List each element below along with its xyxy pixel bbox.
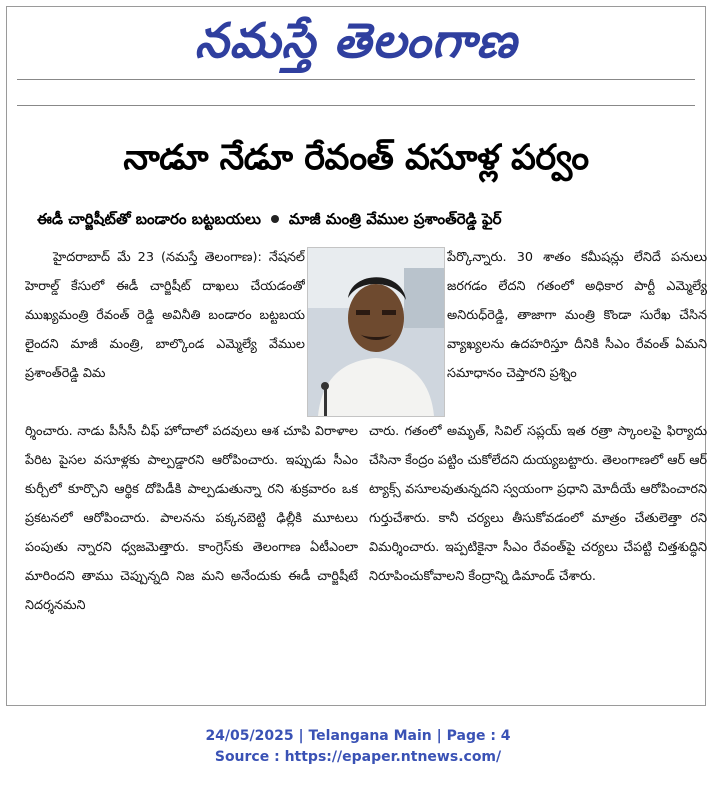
newspaper-clipping [6,6,706,706]
newspaper-masthead: నమస్తే తెలంగాణ [194,13,518,69]
article-column-left-bottom [25,417,358,699]
person-photo-icon [308,248,444,416]
headline-top-divider [17,105,695,106]
article-column-right-bottom [369,417,707,699]
article-subhead [37,205,695,233]
article-column-left-top [25,243,305,418]
bullet-icon [271,215,279,223]
subhead-left: ఈడీ చార్జిషీట్‌తో బండారం బట్టబయలు [37,210,261,228]
masthead-divider [17,79,695,80]
article-paragraph: పేర్కొన్నారు. 30 శాతం కమీషన్లు లేనిదే పనులు జరగడం లేదని గతంలో అధికార పార్టీ ఎమ్మెల్యే అనిరుధ్‌రెడ్డి, తాజాగా మంత్రి కొండా సురేఖ చేసిన వ్యాఖ్యలను ఉదహరిస్తూ దీనికి సీఎం రేవంత్ ఏమని సమాధానం చెప్తారని ప్రశ్నిం [447,250,707,381]
subhead-right: మాజీ మంత్రి వేముల ప్రశాంత్‌రెడ్డి ఫైర్ [288,210,502,228]
footer-date-edition: 24/05/2025 | Telangana Main | Page : 4 [205,728,511,744]
footer-source: Source : https://epaper.ntnews.com/ [214,749,502,765]
article-paragraph: చారు. గతంలో అమృత్, సివిల్ సప్లయ్ ఇత రత్రా స్కాంలపై ఫిర్యాదు చేసినా కేంద్రం పట్టిం చుకోలేదని దుయ్యబట్టారు. తెలంగాణలో ఆర్ ఆర్ ట్యాక్స్ వసూలవుతున్నదని స్వయంగా ప్రధాని మోదీయే ఆరోపించారని గుర్తుచేశారు. కానీ చర్యలు తీసుకోవడంలో మాత్రం చేతులెత్తా రని విమర్శించారు. ఇప్పటికైనా సీఎం రేవంత్‌పై చర్యలు చేపట్టి చిత్తశుద్ధిని నిరూపించుకోవాలని కేంద్రాన్ని డిమాండ్ చేశారు. [369,424,707,584]
article-paragraph: ర్శించారు. నాడు పీసీసీ చీఫ్ హోదాలో పదవులు ఆశ చూపి విరాళాల పేరిట పైసల వసూళ్లకు పాల్పడ్డారని ఆరోపించారు. ఇప్పుడు సీఎం కుర్చీలో కూర్చొని ఆర్థిక దోపిడీకి పాల్పడుతున్నా రని శుక్రవారం ఒక ప్రకటనలో ఆరోపించారు. పాలనను పక్కనబెట్టి ఢిల్లీకి మూటలు పంపుతు న్నారని ధ్వజమెత్తారు. కాంగ్రెస్‌కు తెలంగాణ ఏటీఎంలా మారిందని తాము చెప్పున్నది నిజ మని అనేందుకు ఈడీ చార్జిషీటే నిదర్శనమని [25,424,358,613]
article-paragraph: హైదరాబాద్ మే 23 (నమస్తే తెలంగాణ): నేషనల్ హెరాల్డ్ కేసులో ఈడీ చార్జిషీట్ దాఖలు చేయడంతో ముఖ్యమంత్రి రేవంత్ రెడ్డి అవినీతి బండారం బట్టబయ లైందని మాజీ మంత్రి, బాల్కొండ ఎమ్మెల్యే వేముల ప్రశాంత్‌రెడ్డి విమ [25,250,305,381]
article-photo [307,247,445,417]
article-column-right-top [447,243,707,418]
article-headline: నాడూ నేడూ రేవంత్ వసూళ్ల పర్వం [123,138,589,178]
